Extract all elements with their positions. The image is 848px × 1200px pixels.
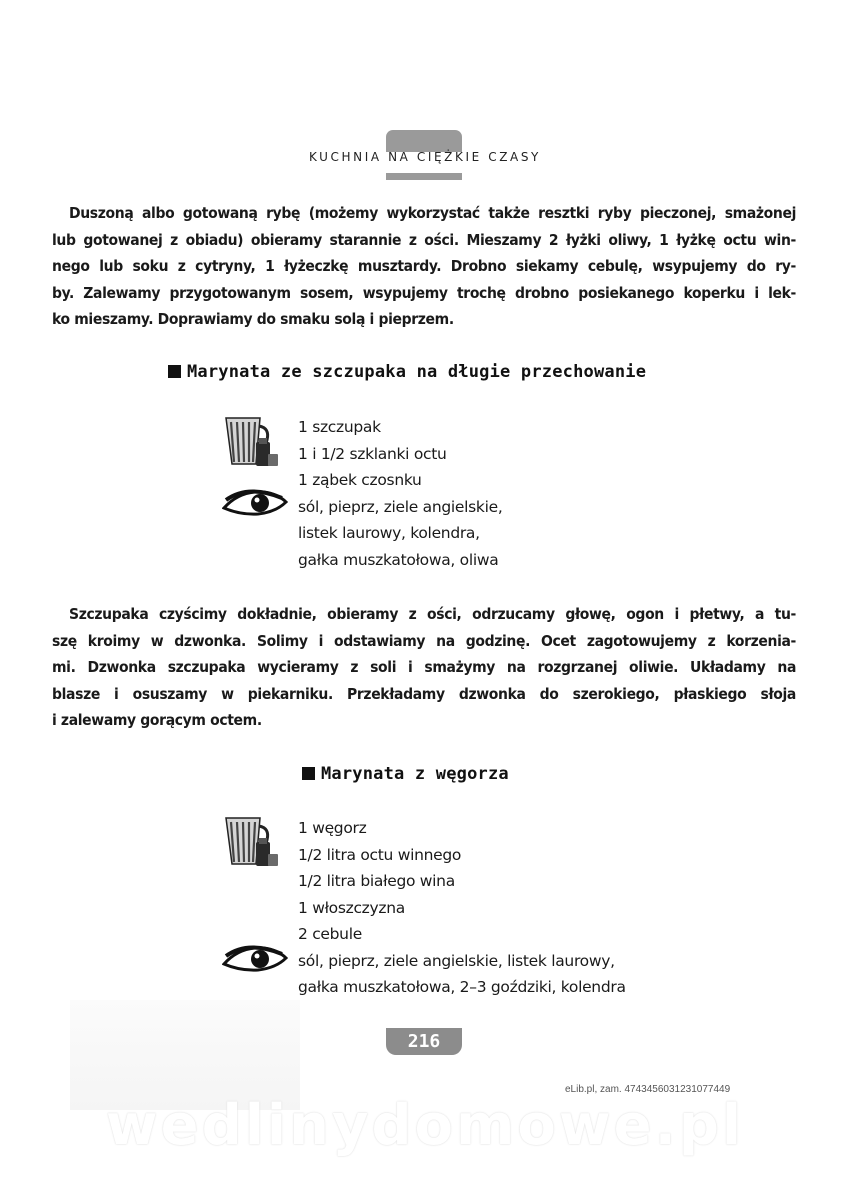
header-bar <box>386 173 462 180</box>
ingredient-item: 1 ząbek czosnku <box>298 471 422 489</box>
ingredient-item: 1 węgorz <box>298 819 367 837</box>
order-note: eLib.pl, zam. 4743456031231077449 <box>565 1084 731 1095</box>
paragraph-line: ko mieszamy. Doprawiamy do smaku solą i pieprzem. <box>52 310 454 328</box>
measuring-jug-icon <box>222 814 280 870</box>
ingredient-item: sól, pieprz, ziele angielskie, <box>298 497 503 516</box>
page-number: 216 <box>407 1031 441 1052</box>
ingredient-item: 1 szczupak <box>298 418 381 436</box>
ingredient-item: listek laurowy, kolendra, <box>298 524 480 542</box>
paragraph-line: lub gotowanej z obiadu) obieramy starannie z ości. Mieszamy 2 łyżki oliwy, 1 łyżkę octu win- <box>52 230 796 249</box>
paragraph-line: i zalewamy gorącym octem. <box>52 711 262 729</box>
paragraph-line: Szczupaka czyścimy dokładnie, obieramy z ości, odrzucamy głowę, ogon i płetwy, a tu- <box>69 605 796 623</box>
square-bullet-icon <box>168 365 181 378</box>
watermark: wedlinydomowe.pl <box>105 1093 745 1158</box>
paragraph-line: blasze i osuszamy w piekarniku. Przekładamy dzwonka do szerokiego, płaskiego słoja <box>52 684 796 703</box>
ingredient-item: sól, pieprz, ziele angielskie, listek laurowy, <box>298 951 615 970</box>
header-tab <box>386 130 462 152</box>
eye-icon <box>222 488 288 518</box>
method-paragraph <box>52 601 796 734</box>
recipe-heading <box>302 764 509 784</box>
ingredient-list <box>298 414 502 573</box>
ingredient-item: gałka muszkatołowa, oliwa <box>298 550 499 569</box>
ingredient-list <box>298 815 626 1001</box>
ingredient-item: gałka muszkatołowa, 2–3 goździki, kolendra <box>298 978 626 996</box>
running-title: KUCHNIA NA CIĘŻKIE CZASY <box>309 150 541 164</box>
ingredient-item: 1/2 litra octu winnego <box>298 845 462 864</box>
measuring-jug-icon <box>222 414 280 470</box>
paragraph-line: by. Zalewamy przygotowanym sosem, wsypujemy trochę drobno posiekanego koperku i lek- <box>52 283 796 302</box>
ingredient-item: 2 cebule <box>298 925 362 943</box>
ingredient-item: 1 włoszczyzna <box>298 898 405 917</box>
ingredient-item: 1/2 litra białego wina <box>298 872 455 890</box>
recipe-title: Marynata ze szczupaka na długie przechowanie <box>187 362 647 382</box>
ingredient-item: 1 i 1/2 szklanki octu <box>298 444 447 463</box>
paragraph-line: mi. Dzwonka szczupaka wycieramy z soli i smażymy na rozgrzanej oliwie. Układamy na <box>52 658 796 676</box>
paragraph-line: nego lub soku z cytryny, 1 łyżeczkę musztardy. Drobno siekamy cebulę, wsypujemy do ry- <box>52 257 796 275</box>
page-number-tab <box>386 1028 462 1055</box>
eye-icon <box>222 944 288 974</box>
paragraph-line: szę kroimy w dzwonka. Solimy i odstawiamy na godzinę. Ocet zagotowujemy z korzenia- <box>52 631 796 650</box>
recipe-heading <box>168 362 646 382</box>
recipe-title: Marynata z węgorza <box>321 764 509 784</box>
intro-paragraph <box>52 200 796 333</box>
paragraph-line: Duszoną albo gotowaną rybę (możemy wykorzystać także resztki ryby pieczonej, smażonej <box>69 204 796 222</box>
square-bullet-icon <box>302 767 315 780</box>
